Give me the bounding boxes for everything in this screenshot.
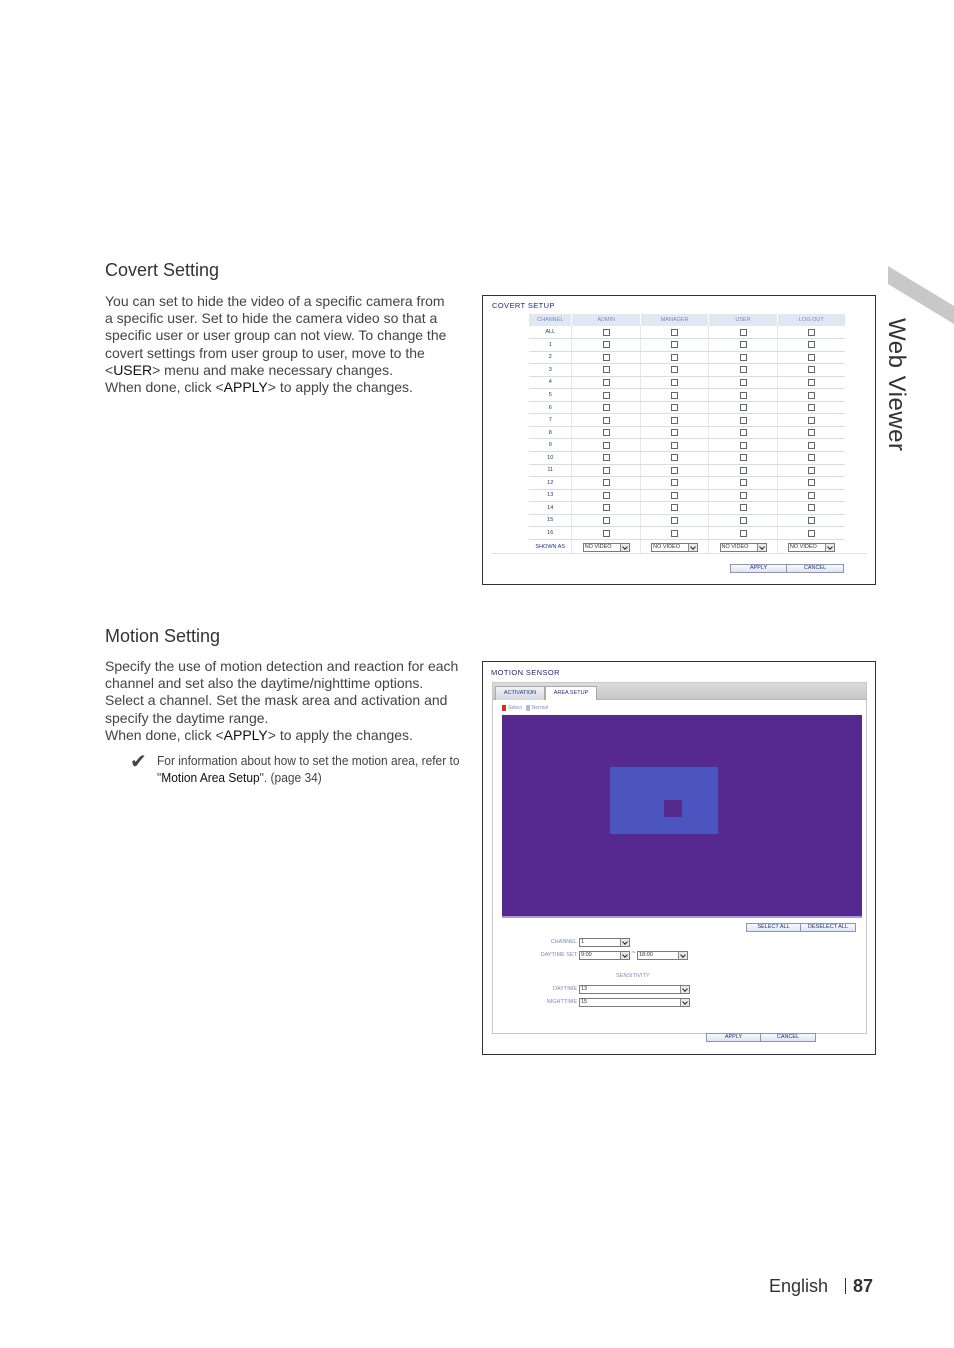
checkbox-cell	[777, 414, 845, 427]
covert-checkbox[interactable]	[671, 530, 678, 537]
table-row	[529, 326, 845, 339]
covert-checkbox[interactable]	[603, 392, 610, 399]
table-row	[529, 364, 845, 377]
tab-activation[interactable]: ACTIVATION	[495, 686, 545, 700]
covert-checkbox[interactable]	[808, 429, 815, 436]
footer-language: English	[769, 1276, 829, 1296]
checkbox-cell	[777, 527, 845, 540]
daytime-end-select[interactable]	[637, 951, 688, 960]
covert-checkbox[interactable]	[808, 517, 815, 524]
tab-bar	[493, 683, 866, 700]
text-segment: channel and set also the daytime/nighttime options.	[105, 675, 424, 692]
checkbox-cell	[572, 364, 640, 377]
keyword: APPLY	[223, 726, 268, 743]
checkbox-cell	[709, 527, 777, 540]
checkbox-cell	[709, 451, 777, 464]
covert-checkbox[interactable]	[808, 379, 815, 386]
column-header: USER	[709, 314, 777, 326]
mask-legend	[502, 705, 548, 711]
checkbox-cell	[572, 527, 640, 540]
paragraph-line	[105, 362, 477, 379]
checkbox-cell	[640, 326, 708, 339]
covert-checkbox[interactable]	[671, 379, 678, 386]
checkbox-cell	[640, 464, 708, 477]
daytime-start-select[interactable]	[579, 951, 630, 960]
checkbox-cell	[709, 514, 777, 527]
checkbox-cell	[709, 426, 777, 439]
checkbox-cell	[640, 364, 708, 377]
covert-checkbox[interactable]	[740, 366, 747, 373]
checkbox-cell	[572, 339, 640, 352]
covert-checkbox[interactable]	[808, 479, 815, 486]
table-row	[529, 477, 845, 490]
covert-checkbox[interactable]	[603, 492, 610, 499]
covert-checkbox[interactable]	[603, 442, 610, 449]
note-text-post: ". (page 34)	[259, 770, 322, 785]
checkbox-cell	[709, 351, 777, 364]
covert-checkbox[interactable]	[740, 442, 747, 449]
covert-checkbox[interactable]	[603, 467, 610, 474]
range-separator: ~	[632, 950, 636, 956]
covert-checkbox[interactable]	[740, 479, 747, 486]
motion-inner-frame	[492, 682, 867, 1034]
covert-checkbox[interactable]	[671, 341, 678, 348]
covert-checkbox[interactable]	[603, 379, 610, 386]
shown-as-select[interactable]	[651, 543, 698, 552]
tab-area-setup[interactable]: AREA SETUP	[545, 686, 597, 700]
table-row	[529, 426, 845, 439]
covert-checkbox[interactable]	[740, 492, 747, 499]
channel-cell: 3	[529, 364, 572, 377]
channel-cell: 11	[529, 464, 572, 477]
note-text-pre: For information about how to set the motion area, refer to "	[157, 753, 460, 785]
checkbox-cell	[709, 326, 777, 339]
checkbox-cell	[572, 351, 640, 364]
channel-cell: 16	[529, 527, 572, 540]
checkbox-cell	[777, 376, 845, 389]
apply-button[interactable]: APPLY	[730, 564, 787, 573]
paragraph-line	[105, 310, 477, 327]
paragraph-line	[105, 658, 477, 675]
channel-cell: 7	[529, 414, 572, 427]
checkbox-cell	[640, 426, 708, 439]
paragraph-line	[105, 327, 477, 344]
covert-checkbox[interactable]	[808, 392, 815, 399]
paragraph-line	[105, 692, 477, 709]
checkbox-cell	[572, 477, 640, 490]
text-segment: Select a channel. Set the mask area and activation and	[105, 692, 448, 709]
covert-setup-panel	[482, 295, 876, 585]
checkbox-cell	[777, 426, 845, 439]
covert-checkbox[interactable]	[808, 442, 815, 449]
channel-cell: ALL	[529, 326, 572, 339]
covert-checkbox[interactable]	[740, 379, 747, 386]
normal-swatch	[526, 705, 530, 711]
channel-cell: 1	[529, 339, 572, 352]
sensitivity-header: SENSITIVITY	[616, 973, 650, 979]
chevron-down-icon	[680, 986, 689, 993]
checkbox-cell	[640, 477, 708, 490]
chevron-down-icon	[620, 939, 629, 946]
table-row	[529, 414, 845, 427]
channel-cell: 4	[529, 376, 572, 389]
checkbox-cell	[709, 339, 777, 352]
channel-cell: 10	[529, 451, 572, 464]
channel-cell: 2	[529, 351, 572, 364]
motion-mask-area[interactable]	[610, 767, 718, 834]
checkbox-cell	[640, 527, 708, 540]
checkbox-cell	[572, 451, 640, 464]
checkbox-cell	[709, 502, 777, 515]
text-segment: > to apply the changes.	[267, 379, 413, 396]
checkbox-cell	[777, 464, 845, 477]
daytime-sensitivity-select[interactable]	[579, 985, 690, 994]
checkbox-cell	[572, 502, 640, 515]
covert-description	[105, 293, 477, 396]
motion-area-grid[interactable]	[502, 715, 862, 918]
checkbox-cell	[640, 439, 708, 452]
covert-checkbox[interactable]	[603, 417, 610, 424]
checkbox-cell	[709, 414, 777, 427]
column-header: LOG OUT	[777, 314, 845, 326]
shown-as-value: NO VIDEO	[721, 543, 749, 550]
checkbox-cell	[640, 451, 708, 464]
checkbox-cell	[777, 351, 845, 364]
keyword: APPLY	[223, 379, 268, 396]
checkbox-cell	[709, 464, 777, 477]
channel-cell: 15	[529, 514, 572, 527]
paragraph-line	[105, 379, 477, 396]
checkbox-cell	[709, 439, 777, 452]
side-tab-label: Web Viewer	[883, 318, 910, 452]
covert-checkbox[interactable]	[808, 366, 815, 373]
checkbox-cell	[640, 376, 708, 389]
covert-checkbox[interactable]	[671, 366, 678, 373]
checkbox-cell	[640, 514, 708, 527]
covert-checkbox[interactable]	[603, 404, 610, 411]
checkbox-cell	[640, 502, 708, 515]
motion-sensor-title: MOTION SENSOR	[491, 668, 560, 677]
legend-select-label: Select	[508, 705, 522, 711]
covert-checkbox[interactable]	[603, 530, 610, 537]
table-row	[529, 339, 845, 352]
checkbox-cell	[777, 364, 845, 377]
covert-checkbox[interactable]	[740, 454, 747, 461]
covert-checkbox[interactable]	[740, 530, 747, 537]
channel-label: CHANNEL	[550, 939, 577, 945]
checkbox-cell	[640, 389, 708, 402]
checkbox-cell	[572, 514, 640, 527]
checkbox-cell	[572, 401, 640, 414]
daytime-sensitivity-value: 13	[581, 986, 588, 992]
chevron-down-icon	[680, 999, 689, 1006]
checkbox-cell	[572, 464, 640, 477]
paragraph-line	[105, 293, 477, 310]
covert-checkbox[interactable]	[740, 467, 747, 474]
covert-checkbox[interactable]	[740, 329, 747, 336]
checkbox-cell	[777, 439, 845, 452]
daytime-label: DAYTIME	[552, 986, 577, 992]
covert-table	[529, 314, 845, 554]
text-segment: specific user or user group can not view. To change the	[105, 327, 447, 344]
table-row	[529, 451, 845, 464]
nighttime-sensitivity-value: 15	[581, 999, 588, 1005]
nighttime-label: NIGHTTIME	[546, 999, 577, 1005]
page-number: 87	[853, 1276, 874, 1296]
checkbox-cell	[777, 514, 845, 527]
keyword: USER	[113, 361, 153, 378]
shown-as-select[interactable]	[788, 543, 835, 552]
paragraph-line	[105, 727, 477, 744]
shown-as-value: NO VIDEO	[584, 543, 612, 550]
channel-cell: 14	[529, 502, 572, 515]
checkbox-cell	[709, 389, 777, 402]
daytime-start-value: 9:00	[581, 952, 592, 958]
checkbox-cell	[572, 489, 640, 502]
checkbox-cell	[709, 489, 777, 502]
covert-checkbox[interactable]	[740, 354, 747, 361]
shown-as-select[interactable]	[720, 543, 767, 552]
covert-checkbox[interactable]	[671, 354, 678, 361]
table-row	[529, 502, 845, 515]
checkbox-cell	[777, 389, 845, 402]
covert-checkbox[interactable]	[671, 329, 678, 336]
covert-checkbox[interactable]	[671, 467, 678, 474]
table-row	[529, 401, 845, 414]
table-row	[529, 489, 845, 502]
text-segment: covert settings from user group to user, move to the	[105, 344, 425, 361]
channel-cell: 12	[529, 477, 572, 490]
covert-setup-title: COVERT SETUP	[492, 301, 555, 310]
checkbox-cell	[709, 401, 777, 414]
covert-checkbox[interactable]	[671, 504, 678, 511]
text-segment: You can set to hide the video of a specific camera from	[105, 293, 445, 309]
covert-checkbox[interactable]	[740, 392, 747, 399]
chevron-down-icon	[688, 544, 697, 551]
covert-checkbox[interactable]	[603, 354, 610, 361]
text-segment: Specify the use of motion detection and reaction for each	[105, 658, 459, 674]
table-row	[529, 464, 845, 477]
chevron-down-icon	[678, 952, 687, 959]
footer-divider	[845, 1278, 846, 1294]
shown-as-label: SHOWN AS	[529, 539, 572, 554]
covert-checkbox[interactable]	[603, 429, 610, 436]
motion-description	[105, 658, 477, 744]
cancel-button[interactable]: CANCEL	[787, 564, 844, 573]
channel-select[interactable]	[579, 938, 630, 947]
covert-checkbox[interactable]	[808, 341, 815, 348]
text-segment: > menu and make necessary changes.	[152, 361, 393, 378]
covert-checkbox[interactable]	[603, 341, 610, 348]
covert-checkbox[interactable]	[808, 504, 815, 511]
channel-value: 1	[581, 939, 585, 945]
checkbox-cell	[777, 451, 845, 464]
checkbox-cell	[777, 326, 845, 339]
covert-checkbox[interactable]	[671, 417, 678, 424]
paragraph-line	[105, 345, 477, 362]
checkbox-cell	[640, 489, 708, 502]
shown-as-select[interactable]	[583, 543, 630, 552]
covert-checkbox[interactable]	[671, 404, 678, 411]
divider	[491, 553, 867, 554]
info-note	[130, 752, 475, 786]
daytime-set-label: DAYTIME SET	[540, 952, 577, 958]
column-header: MANAGER	[640, 314, 708, 326]
checkbox-cell	[777, 339, 845, 352]
covert-checkbox[interactable]	[740, 417, 747, 424]
select-swatch	[502, 705, 506, 711]
checkbox-cell	[709, 376, 777, 389]
checkbox-cell	[572, 414, 640, 427]
covert-checkbox[interactable]	[671, 479, 678, 486]
table-row	[529, 376, 845, 389]
covert-checkbox[interactable]	[808, 404, 815, 411]
column-header: CHANNEL	[529, 314, 572, 326]
covert-checkbox[interactable]	[740, 429, 747, 436]
nighttime-sensitivity-select[interactable]	[579, 998, 690, 1007]
covert-checkbox[interactable]	[603, 454, 610, 461]
column-header: ADMIN	[572, 314, 640, 326]
covert-checkbox[interactable]	[808, 454, 815, 461]
chevron-down-icon	[620, 952, 629, 959]
motion-sensor-panel	[482, 661, 876, 1055]
covert-heading: Covert Setting	[105, 260, 220, 280]
channel-cell: 5	[529, 389, 572, 402]
note-link-text: Motion Area Setup	[161, 770, 260, 785]
checkbox-cell	[572, 326, 640, 339]
covert-checkbox[interactable]	[808, 417, 815, 424]
shown-as-value: NO VIDEO	[789, 543, 817, 550]
channel-cell: 13	[529, 489, 572, 502]
covert-checkbox[interactable]	[740, 404, 747, 411]
covert-checkbox[interactable]	[603, 366, 610, 373]
select-all-button[interactable]: SELECT ALL	[746, 923, 801, 932]
checkbox-cell	[777, 489, 845, 502]
checkbox-cell	[572, 389, 640, 402]
chevron-down-icon	[757, 544, 766, 551]
channel-cell: 9	[529, 439, 572, 452]
motion-mask-cell[interactable]	[664, 800, 682, 817]
covert-checkbox[interactable]	[603, 504, 610, 511]
text-segment: When done, click <	[105, 726, 224, 743]
motion-cancel-button[interactable]: CANCEL	[761, 1033, 816, 1042]
text-segment: When done, click <	[105, 379, 224, 396]
table-row	[529, 389, 845, 402]
covert-checkbox[interactable]	[671, 454, 678, 461]
checkbox-cell	[640, 401, 708, 414]
motion-apply-button[interactable]: APPLY	[706, 1033, 761, 1042]
table-row	[529, 527, 845, 540]
covert-checkbox[interactable]	[740, 517, 747, 524]
motion-heading: Motion Setting	[105, 626, 221, 646]
checkbox-cell	[572, 376, 640, 389]
covert-checkbox[interactable]	[808, 329, 815, 336]
table-row	[529, 514, 845, 527]
checkbox-cell	[640, 351, 708, 364]
shown-as-value: NO VIDEO	[653, 543, 681, 550]
text-segment: a specific user. Set to hide the camera video so that a	[105, 310, 438, 327]
checkbox-cell	[640, 339, 708, 352]
daytime-end-value: 18:00	[639, 952, 653, 958]
covert-checkbox[interactable]	[808, 530, 815, 537]
covert-checkbox[interactable]	[603, 479, 610, 486]
checkbox-cell	[777, 401, 845, 414]
chevron-down-icon	[825, 544, 834, 551]
chevron-down-icon	[620, 544, 629, 551]
text-segment: <	[105, 361, 114, 378]
channel-cell: 6	[529, 401, 572, 414]
checkbox-cell	[777, 502, 845, 515]
covert-checkbox[interactable]	[740, 341, 747, 348]
table-row	[529, 351, 845, 364]
covert-checkbox[interactable]	[808, 492, 815, 499]
deselect-all-button[interactable]: DESELECT ALL	[801, 923, 856, 932]
covert-checkbox[interactable]	[740, 504, 747, 511]
channel-cell: 8	[529, 426, 572, 439]
legend-normal-label: Normal	[531, 705, 549, 711]
covert-checkbox[interactable]	[603, 517, 610, 524]
paragraph-line	[105, 710, 477, 727]
checkbox-cell	[709, 364, 777, 377]
text-segment: > to apply the changes.	[267, 726, 413, 743]
covert-checkbox[interactable]	[808, 354, 815, 361]
checkbox-cell	[572, 439, 640, 452]
covert-checkbox[interactable]	[808, 467, 815, 474]
covert-checkbox[interactable]	[671, 492, 678, 499]
table-row	[529, 439, 845, 452]
covert-checkbox[interactable]	[603, 329, 610, 336]
covert-checkbox[interactable]	[671, 442, 678, 449]
checkbox-cell	[709, 477, 777, 490]
paragraph-line	[105, 675, 477, 692]
covert-checkbox[interactable]	[671, 429, 678, 436]
checkbox-cell	[777, 477, 845, 490]
covert-checkbox[interactable]	[671, 517, 678, 524]
checkbox-cell	[640, 414, 708, 427]
checkmark-icon: ✔	[130, 751, 147, 773]
covert-checkbox[interactable]	[671, 392, 678, 399]
text-segment: specify the daytime range.	[105, 709, 269, 726]
checkbox-cell	[572, 426, 640, 439]
